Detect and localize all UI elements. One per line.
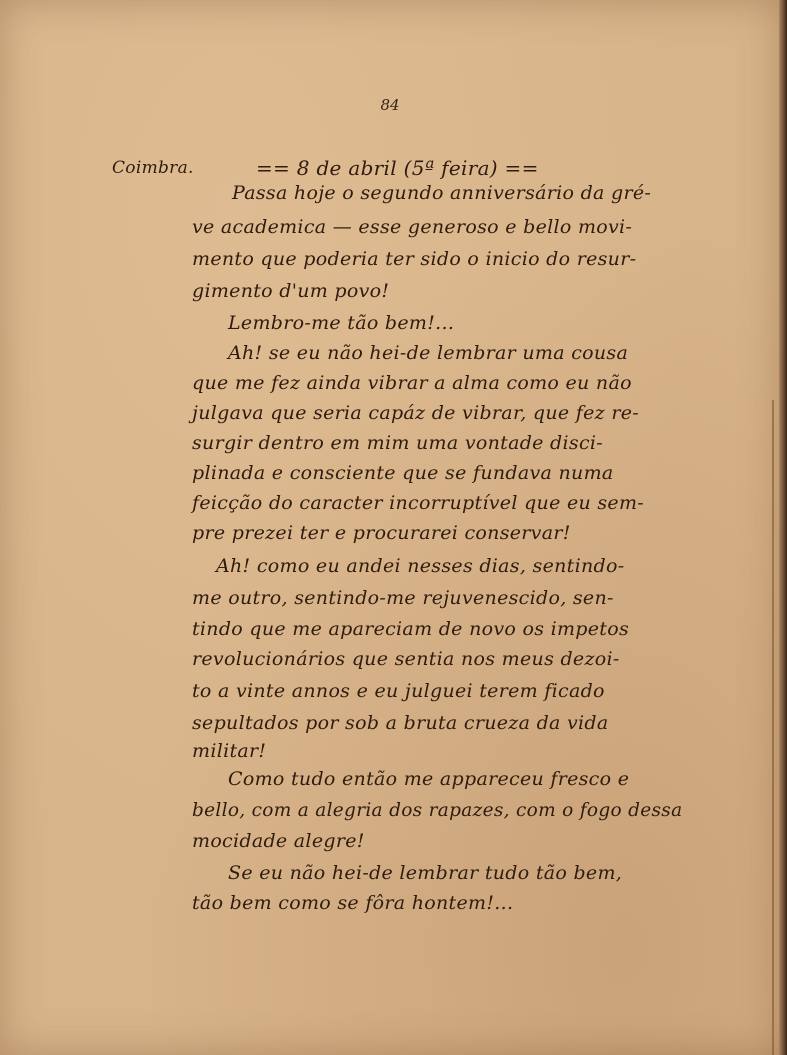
text-line: me outro, sentindo-me rejuvenescido, sen- [192, 587, 614, 609]
text-line: revolucionários que sentia nos meus dezoi- [192, 648, 620, 670]
text-line: julgava que seria capáz de vibrar, que fez re- [192, 402, 639, 424]
date-heading: == 8 de abril (5ª feira) == [256, 156, 539, 180]
text-line: Ah! como eu andei nesses dias, sentindo- [216, 555, 625, 577]
text-line: bello, com a alegria dos rapazes, com o fogo dessa [192, 800, 683, 821]
text-line: Lembro-me tão bem!... [228, 312, 455, 334]
text-line: feicção do caracter incorruptível que eu sem- [192, 492, 645, 514]
text-line: Passa hoje o segundo anniversário da gré- [232, 182, 652, 204]
text-line: to a vinte annos e eu julguei terem ficado [192, 680, 605, 702]
page-fold-line [772, 400, 774, 1055]
page-number: 84 [380, 96, 400, 114]
text-line: Como tudo então me appareceu fresco e [228, 768, 630, 790]
text-line: ve academica — esse generoso e bello movi- [192, 216, 633, 238]
text-line: sepultados por sob a bruta crueza da vida [192, 712, 609, 734]
text-line: tão bem como se fôra hontem!... [192, 892, 514, 914]
text-line: pre prezei ter e procurarei conservar! [192, 522, 571, 544]
text-line: mento que poderia ter sido o inicio do resur- [192, 248, 637, 270]
text-line: Se eu não hei-de lembrar tudo tão bem, [228, 862, 623, 884]
text-line: tindo que me apareciam de novo os impetos [192, 618, 630, 640]
text-line: gimento d'um povo! [192, 280, 390, 302]
text-line: militar! [192, 740, 267, 762]
text-line: que me fez ainda vibrar a alma como eu não [192, 372, 632, 394]
text-line: mocidade alegre! [192, 830, 365, 852]
place-label: Coimbra. [112, 158, 194, 178]
page-edge-shadow [779, 0, 787, 1055]
text-line: plinada e consciente que se fundava numa [192, 462, 614, 484]
text-line: surgir dentro em mim uma vontade disci- [192, 432, 603, 454]
text-line: Ah! se eu não hei-de lembrar uma cousa [228, 342, 629, 364]
